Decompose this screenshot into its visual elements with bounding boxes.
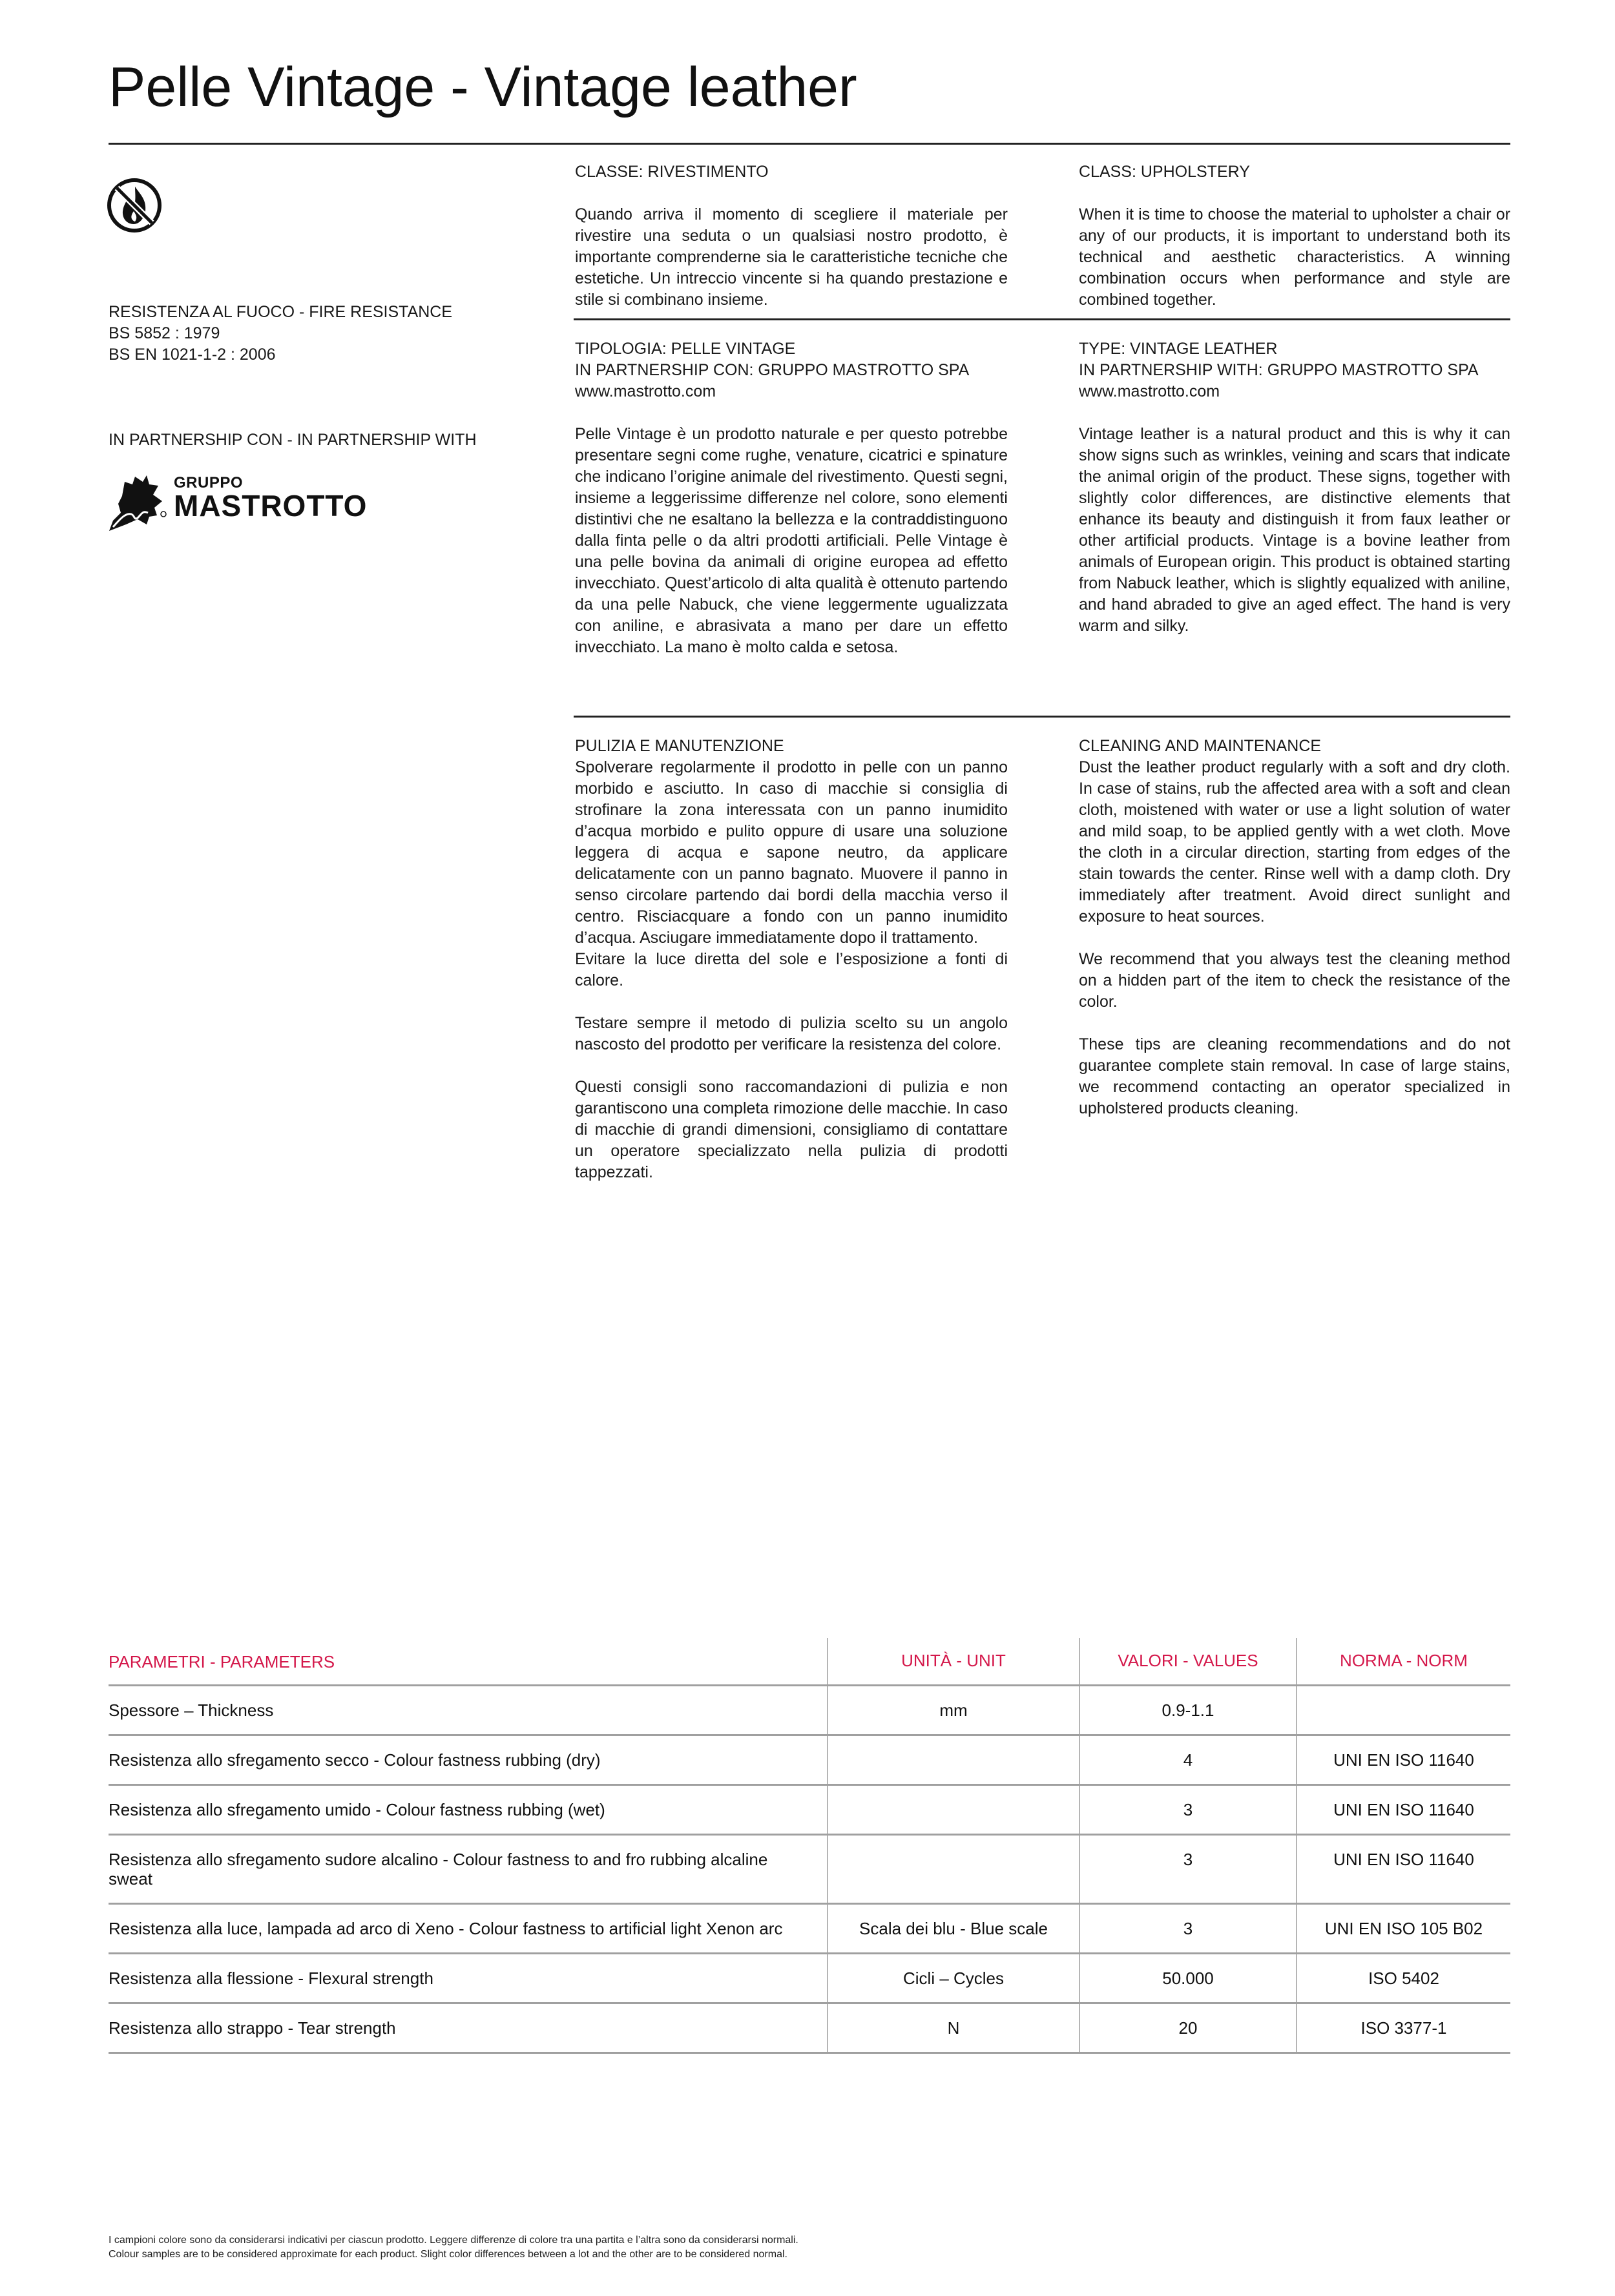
footer-disclaimer <box>109 2233 1078 2262</box>
partnership-label: IN PARTNERSHIP CON - IN PARTNERSHIP WITH <box>109 431 477 449</box>
table-row <box>109 1905 1510 1954</box>
value-cell: 3 <box>1079 1905 1296 1952</box>
value-cell: 4 <box>1079 1736 1296 1784</box>
section-body: When it is time to choose the material to upholster a chair or any of our products, it is important to understand both its technical and aesthetic characteristics. A winning combination occurs when performance and style are combined together. <box>1079 205 1510 309</box>
section-divider <box>574 318 1510 320</box>
section-heading: CLASSE: RIVESTIMENTO <box>575 163 769 181</box>
norm-cell: UNI EN ISO 11640 <box>1296 1836 1510 1903</box>
value-cell: 0.9-1.1 <box>1079 1686 1296 1734</box>
section-divider <box>574 716 1510 718</box>
section-heading: CLEANING AND MAINTENANCE <box>1079 737 1322 755</box>
value-cell: 50.000 <box>1079 1954 1296 2002</box>
fire-resistance-block <box>109 302 528 366</box>
param-cell: Spessore – Thickness <box>109 1701 274 1720</box>
class-section-en <box>1079 161 1510 311</box>
cleaning-section-en <box>1079 736 1510 1119</box>
disclaimer-it: I campioni colore sono da considerarsi indicativi per ciascun prodotto. Leggere differenze di colore tra una partita e l’altra sono da considerarsi normali. <box>109 2235 798 2246</box>
website-link[interactable]: www.mastrotto.com <box>1079 382 1220 400</box>
column-header-unit: UNITÀ - UNIT <box>827 1638 1079 1684</box>
param-cell: Resistenza allo strappo - Tear strength <box>109 2018 396 2038</box>
mastrotto-logo <box>107 473 378 531</box>
section-body: Quando arriva il momento di scegliere il materiale per rivestire una seduta o un qualsiasi nostro prodotto, è importante comprenderne sia le caratteristiche tecniche che estetiche. Un intreccio vincente si ha quando prestazione e stile si combinano insieme. <box>575 205 1008 309</box>
unit-cell <box>827 1786 1079 1834</box>
unit-cell: Cicli – Cycles <box>827 1954 1079 2002</box>
norm-cell: UNI EN ISO 11640 <box>1296 1786 1510 1834</box>
page-title: Pelle Vintage - Vintage leather <box>109 56 857 118</box>
norm-cell: ISO 5402 <box>1296 1954 1510 2002</box>
section-body: We recommend that you always test the cleaning method on a hidden part of the item to check the resistance of the color. <box>1079 950 1510 1011</box>
no-fire-icon <box>107 178 162 233</box>
norm-cell: UNI EN ISO 11640 <box>1296 1736 1510 1784</box>
table-row <box>109 1686 1510 1736</box>
disclaimer-en: Colour samples are to be considered approximate for each product. Slight color differences between a lot and the other are to be considered normal. <box>109 2249 787 2260</box>
norm-cell: UNI EN ISO 105 B02 <box>1296 1905 1510 1952</box>
parameters-table <box>109 1638 1510 2054</box>
table-row <box>109 1836 1510 1905</box>
norm-cell: ISO 3377-1 <box>1296 2004 1510 2052</box>
unit-cell: mm <box>827 1686 1079 1734</box>
partnership-line: IN PARTNERSHIP WITH: GRUPPO MASTROTTO SPA <box>1079 361 1479 379</box>
unit-cell: Scala dei blu - Blue scale <box>827 1905 1079 1952</box>
logo-text-gruppo: GRUPPO <box>174 474 244 491</box>
section-heading: TIPOLOGIA: PELLE VINTAGE <box>575 340 796 358</box>
norm-cell <box>1296 1686 1510 1734</box>
column-header-parameters: PARAMETRI - PARAMETERS <box>109 1652 335 1671</box>
type-section-it <box>575 338 1008 658</box>
table-header-row <box>109 1638 1510 1686</box>
section-body: Spolverare regolarmente il prodotto in pelle con un panno morbido e asciutto. In caso di macchie si consiglia di strofinare la zona interessata con un panno inumidito d’acqua morbido e pulito oppure di usare una soluzione leggera di acqua e sapone neutro, da applicare delicatamente con un panno bagnato. Muovere il panno in senso circolare partendo dai bordi della macchia verso il centro. Risciacquare a fondo con un panno inumidito d’acqua. Asciugare immediatamente dopo il trattamento. <box>575 758 1008 947</box>
section-body: Testare sempre il metodo di pulizia scelto su un angolo nascosto del prodotto per verificare la resistenza del colore. <box>575 1014 1008 1053</box>
section-body: These tips are cleaning recommendations and do not guarantee complete stain removal. In case of large stains, we recommend contacting an operator specialized in upholstered products cleaning. <box>1079 1035 1510 1117</box>
table-row <box>109 1954 1510 2004</box>
unit-cell: N <box>827 2004 1079 2052</box>
param-cell: Resistenza allo sfregamento secco - Colour fastness rubbing (dry) <box>109 1750 601 1770</box>
fire-resistance-label: RESISTENZA AL FUOCO - FIRE RESISTANCE <box>109 303 453 321</box>
value-cell: 20 <box>1079 2004 1296 2052</box>
website-link[interactable]: www.mastrotto.com <box>575 382 716 400</box>
table-row <box>109 1786 1510 1836</box>
cleaning-section-it <box>575 736 1008 1183</box>
value-cell: 3 <box>1079 1786 1296 1834</box>
section-heading: CLASS: UPHOLSTERY <box>1079 163 1250 181</box>
table-row <box>109 2004 1510 2054</box>
unit-cell <box>827 1836 1079 1903</box>
column-header-values: VALORI - VALUES <box>1079 1638 1296 1684</box>
unit-cell <box>827 1736 1079 1784</box>
partnership-line: IN PARTNERSHIP CON: GRUPPO MASTROTTO SPA <box>575 361 970 379</box>
section-body: Vintage leather is a natural product and this is why it can show signs such as wrinkles, veining and scars that indicate the animal origin of the product. These signs, together with slightly color differences, are distinctive elements that enhance its beauty and distinguish it from faux leather or other artificial products. Vintage is a bovine leather from animals of European origin. This product is obtained starting from Nabuck leather, which is slightly equalized with aniline, and hand abraded to give an aged effect. The hand is very warm and silky. <box>1079 425 1510 635</box>
section-body: Dust the leather product regularly with a soft and dry cloth. In case of stains, rub the affected area with a soft and clean cloth, moistened with water or use a light solution of water and mild soap, to be applied gently with a wet cloth. Move the cloth in a circular direction, starting from edges of the stain towards the center. Rinse well with a damp cloth. Dry immediately after treatment. Avoid direct sunlight and exposure to heat sources. <box>1079 758 1510 926</box>
value-cell: 3 <box>1079 1836 1296 1903</box>
section-body: Questi consigli sono raccomandazioni di pulizia e non garantiscono una completa rimozione delle macchie. In caso di macchie di grandi dimensioni, consigliamo di contattare un operatore specializzato nella pulizia di prodotti tappezzati. <box>575 1078 1008 1181</box>
param-cell: Resistenza allo sfregamento umido - Colour fastness rubbing (wet) <box>109 1800 605 1819</box>
class-section-it <box>575 161 1008 311</box>
section-heading: PULIZIA E MANUTENZIONE <box>575 737 784 755</box>
column-header-norm: NORMA - NORM <box>1296 1638 1510 1684</box>
param-cell: Resistenza alla luce, lampada ad arco di Xeno - Colour fastness to artificial light Xenon arc <box>109 1919 783 1938</box>
param-cell: Resistenza alla flessione - Flexural strength <box>109 1969 433 1988</box>
type-section-en <box>1079 338 1510 637</box>
leather-hide-logo-icon <box>107 473 171 531</box>
section-body: Pelle Vintage è un prodotto naturale e per questo potrebbe presentare segni come rughe, venature, cicatrici e spinature che indicano l’origine animale del rivestimento. Questi segni, insieme a leggerissime differenze nel colore, sono elementi distintivi che ne esaltano la bellezza e la contraddistinguono dalla finta pelle o da altri prodotti artificiali. Pelle Vintage è una pelle bovina da animali di origine europea ad effetto invecchiato. Quest’articolo di alta qualità è ottenuto partendo da una pelle Nabuck, che viene leggermente ugualizzata con aniline, e abrasivata a mano per dare un effetto invecchiato. La mano è molto calda e setosa. <box>575 425 1008 656</box>
fire-norm: BS 5852 : 1979 <box>109 324 220 342</box>
title-divider <box>109 143 1510 145</box>
section-heading: TYPE: VINTAGE LEATHER <box>1079 340 1278 358</box>
logo-text-mastrotto: MASTROTTO <box>174 489 368 522</box>
param-cell: Resistenza allo sfregamento sudore alcalino - Colour fastness to and fro rubbing alcaline sweat <box>109 1850 768 1888</box>
section-body: Evitare la luce diretta del sole e l’esposizione a fonti di calore. <box>575 950 1008 989</box>
fire-norm: BS EN 1021-1-2 : 2006 <box>109 346 276 364</box>
table-row <box>109 1736 1510 1786</box>
